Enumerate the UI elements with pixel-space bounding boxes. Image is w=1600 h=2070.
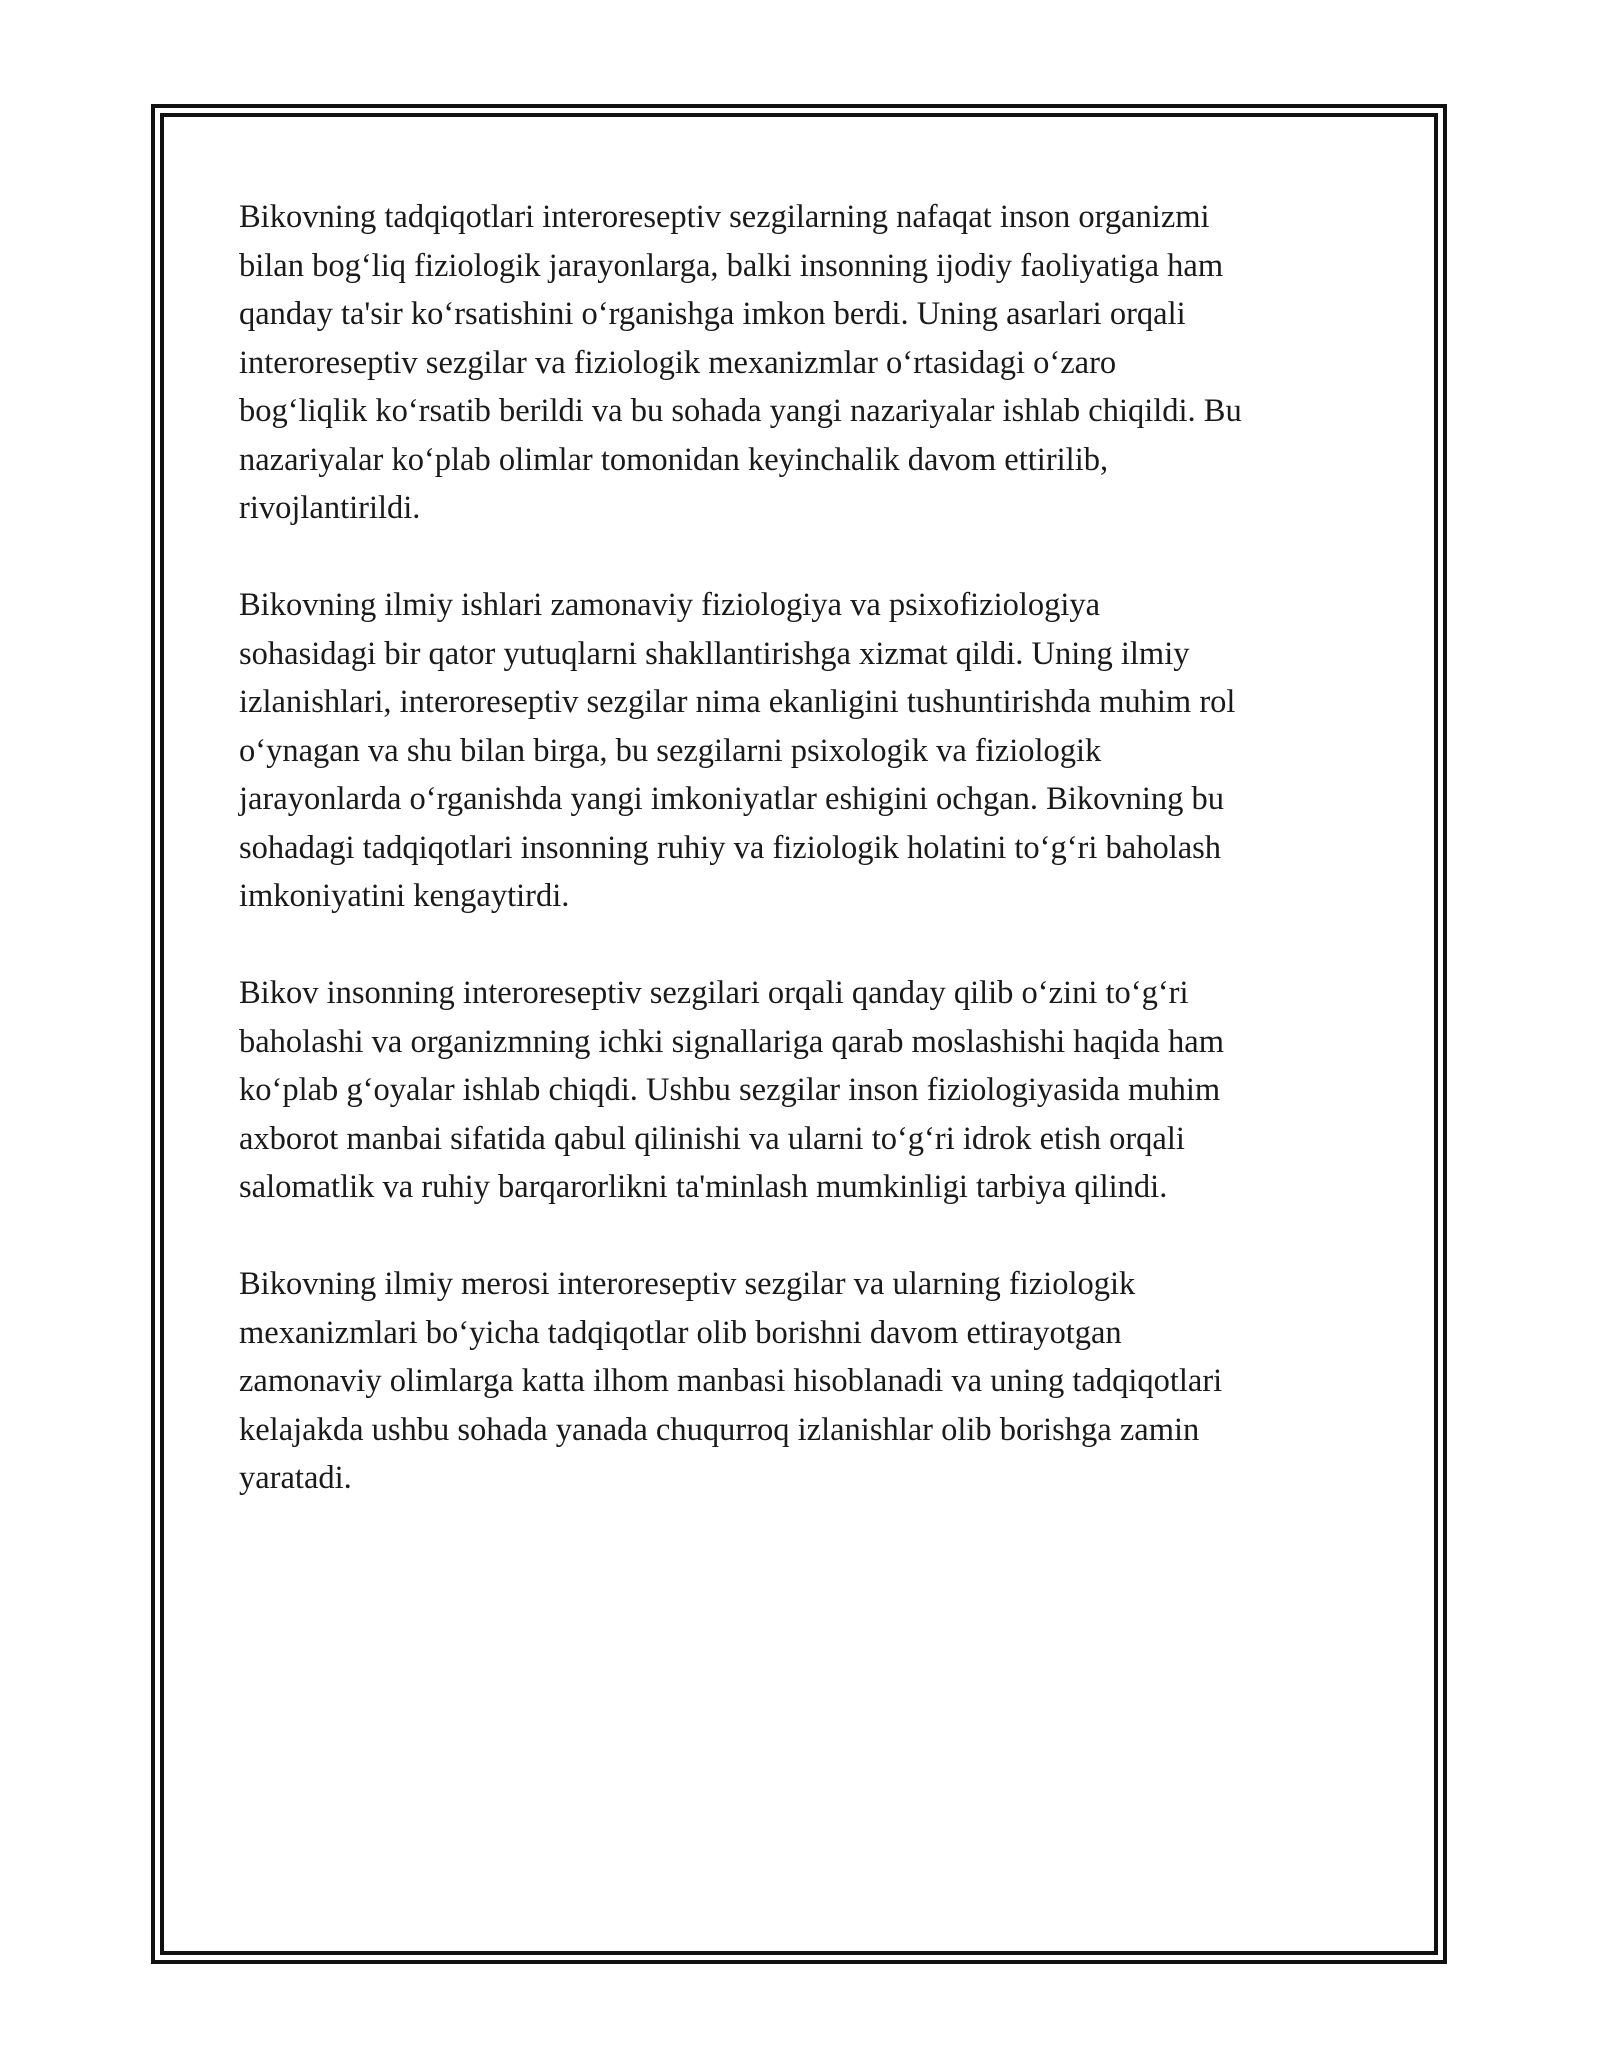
paragraph-4: Bikovning ilmiy merosi interoreseptiv sezgilar va ularning fiziologik mexanizmlari bo‘yicha tadqiqotlar olib borishni davom ettirayotgan zamonaviy olimlarga katta ilhom manbasi hisoblanadi va uning tadqiqotlari kelajakda ushbu sohada yanada chuqurroq izlanishlar olib borishga zamin yaratadi. [239, 1266, 1223, 1496]
paragraph-3: Bikov insonning interoreseptiv sezgilari orqali qanday qilib o‘zini to‘g‘ri baholashi va organizmning ichki signallariga qarab moslashishi haqida ham ko‘plab g‘oyalar ishlab chiqdi. Ushbu sezgilar inson fiziologiyasida muhim axborot manbai sifatida qabul qilinishi va ularni to‘g‘ri idrok etish orqali salomatlik va ruhiy barqarorlikni ta'minlash mumkinligi tarbiya qilindi. [239, 975, 1224, 1205]
document-body [239, 193, 1379, 1551]
paragraph-2: Bikovning ilmiy ishlari zamonaviy fiziologiya va psixofiziologiya sohasidagi bir qator yutuqlarni shakllantirishga xizmat qildi. Uning ilmiy izlanishlari, interoreseptiv sezgilar nima ekanligini tushuntirishda muhim rol o‘ynagan va shu bilan birga, bu sezgilarni psixologik va fiziologik jarayonlarda o‘rganishda yangi imkoniyatlar eshigini ochgan. Bikovning bu sohadagi tadqiqotlari insonning ruhiy va fiziologik holatini to‘g‘ri baholash imkoniyatini kengaytirdi. [239, 587, 1236, 914]
paragraph-1: Bikovning tadqiqotlari interoreseptiv sezgilarning nafaqat inson organizmi bilan bog‘liq fiziologik jarayonlarga, balki insonning ijodiy faoliyatiga ham qanday ta'sir ko‘rsatishini o‘rganishga imkon berdi. Uning asarlari orqali interoreseptiv sezgilar va fiziologik mexanizmlar o‘rtasidagi o‘zaro bog‘liqlik ko‘rsatib berildi va bu sohada yangi nazariyalar ishlab chiqildi. Bu nazariyalar ko‘plab olimlar tomonidan keyinchalik davom ettirilib, rivojlantirildi. [239, 199, 1242, 526]
page-border-inner [160, 113, 1438, 1955]
page-border-outer [151, 104, 1447, 1964]
